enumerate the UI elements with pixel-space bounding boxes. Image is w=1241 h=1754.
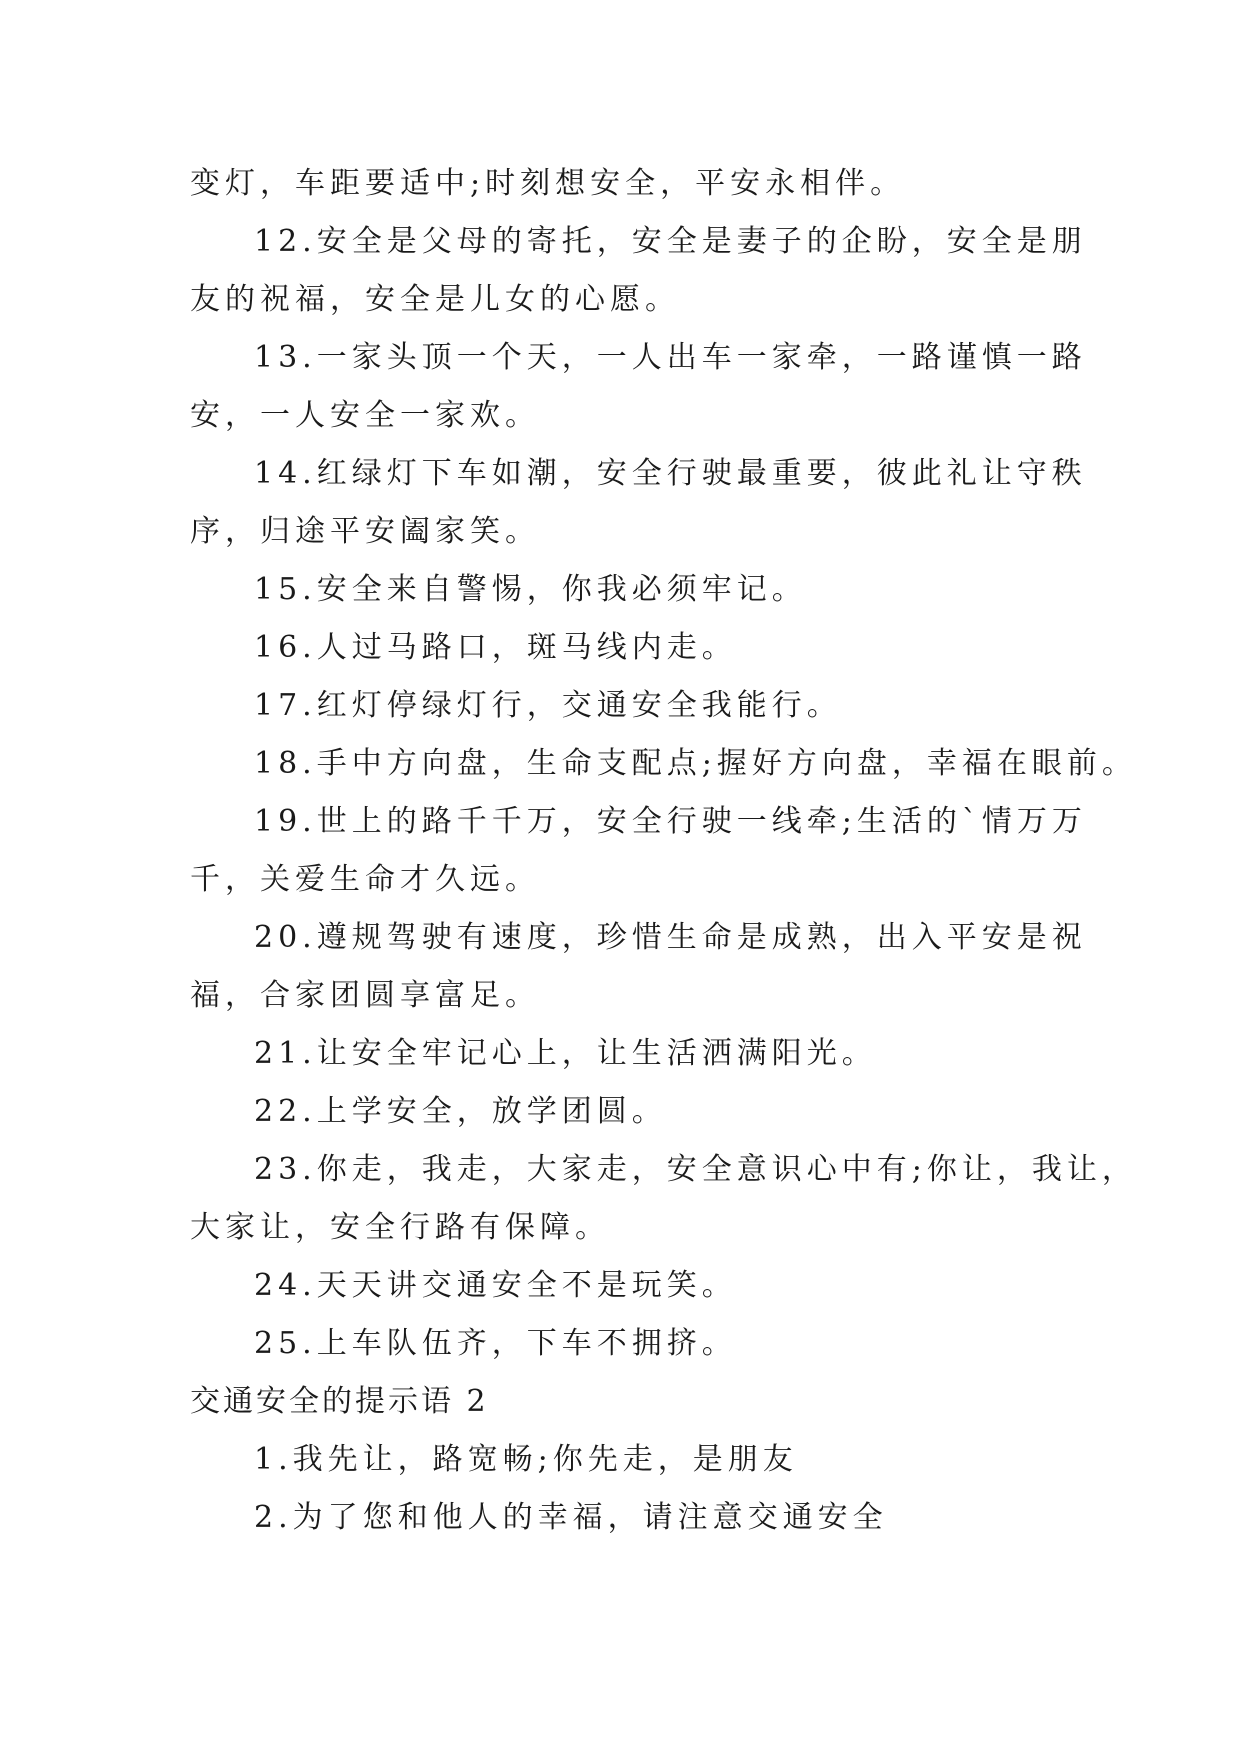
text-line: 序，归途平安阖家笑。	[190, 514, 540, 549]
text-line: 1.我先让，路宽畅;你先走，是朋友	[254, 1442, 798, 1477]
text-line: 22.上学安全，放学团圆。	[254, 1094, 667, 1129]
text-line: 16.人过马路口，斑马线内走。	[254, 630, 737, 665]
text-line: 20.遵规驾驶有速度，珍惜生命是成熟，出入平安是祝	[254, 920, 1087, 955]
section-heading: 交通安全的提示语 2	[190, 1384, 489, 1419]
text-line: 18.手中方向盘，生命支配点;握好方向盘，幸福在眼前。	[254, 746, 1137, 781]
text-line: 变灯，车距要适中;时刻想安全，平安永相伴。	[190, 166, 906, 201]
document-body	[190, 155, 1137, 1547]
text-line: 友的祝福，安全是儿女的心愿。	[190, 282, 680, 317]
text-line: 25.上车队伍齐，下车不拥挤。	[254, 1326, 737, 1361]
text-line: 安，一人安全一家欢。	[190, 398, 540, 433]
text-line: 21.让安全牢记心上，让生活洒满阳光。	[254, 1036, 877, 1071]
text-line: 2.为了您和他人的幸福，请注意交通安全	[254, 1500, 888, 1535]
text-line: 17.红灯停绿灯行，交通安全我能行。	[254, 688, 842, 723]
text-line: 14.红绿灯下车如潮，安全行驶最重要，彼此礼让守秩	[254, 456, 1087, 491]
text-line: 千，关爱生命才久远。	[190, 862, 540, 897]
text-line: 19.世上的路千千万，安全行驶一线牵;生活的`情万万	[254, 804, 1087, 839]
text-line: 24.天天讲交通安全不是玩笑。	[254, 1268, 737, 1303]
text-line: 15.安全来自警惕，你我必须牢记。	[254, 572, 807, 607]
text-line: 12.安全是父母的寄托，安全是妻子的企盼，安全是朋	[254, 224, 1087, 259]
text-line: 13.一家头顶一个天，一人出车一家牵，一路谨慎一路	[254, 340, 1087, 375]
text-line: 大家让，安全行路有保障。	[190, 1210, 610, 1245]
text-line: 福，合家团圆享富足。	[190, 978, 540, 1013]
text-line: 23.你走，我走，大家走，安全意识心中有;你让，我让，	[254, 1152, 1137, 1187]
